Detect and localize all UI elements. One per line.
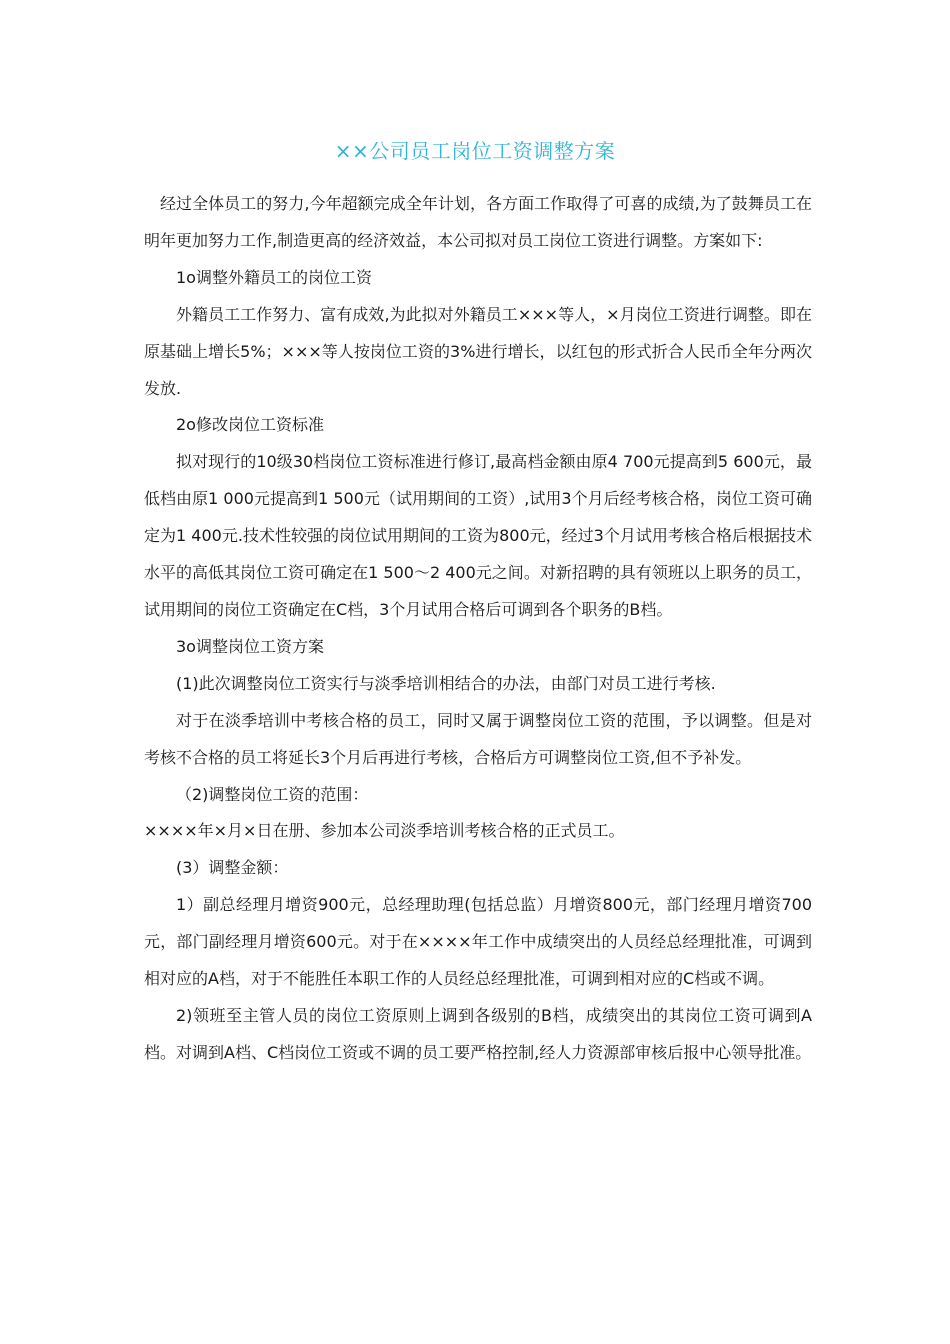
document-body	[144, 186, 812, 1072]
document-title: ××公司员工岗位工资调整方案	[334, 139, 616, 163]
paragraph-amount-2: 2)领班至主管人员的岗位工资原则上调到各级别的B档，成绩突出的其岗位工资可调到A档。对调到A档、C档岗位工资或不调的员工要严格控制,经人力资源部审核后报中心领导批准。	[144, 1005, 812, 1062]
paragraph-wage-standard: 拟对现行的10级30档岗位工资标准进行修订,最高档金额由原4 700元提高到5 600元，最低档由原1 000元提高到1 500元（试用期间的工资）,试用3个月后经考核合格，岗位工资可确定为1 400元.技术性较强的岗位试用期间的工资为800元，经过3个月试用考核合格后根据技术水平的高低其岗位工资可确定在1 500～2 400元之间。对新招聘的具有领班以上职务的员工，试用期间的岗位工资确定在C档，3个月试用合格后可调到各个职务的B档。	[144, 452, 812, 619]
paragraph-scope: ××××年×月×日在册、参加本公司淡季培训考核合格的正式员工。	[144, 821, 625, 841]
paragraph-item-2: （2)调整岗位工资的范围：	[176, 784, 369, 804]
paragraph-assessment: 对于在淡季培训中考核合格的员工，同时又属于调整岗位工资的范围，予以调整。但是对考核不合格的员工将延长3个月后再进行考核，合格后方可调整岗位工资,但不予补发。	[144, 710, 812, 767]
paragraph-intro: 经过全体员工的努力,今年超额完成全年计划，各方面工作取得了可喜的成绩,为了鼓舞员工在明年更加努力工作,制造更高的经济效益，本公司拟对员工岗位工资进行调整。方案如下:	[144, 194, 812, 250]
paragraph-item-3: (3）调整金额：	[176, 858, 289, 878]
section-heading-2: 2o修改岗位工资标准	[176, 415, 324, 435]
paragraph-foreign-staff: 外籍员工工作努力、富有成效,为此拟对外籍员工×××等人，×月岗位工资进行调整。即在原基础上增长5%；×××等人按岗位工资的3%进行增长，以红包的形式折合人民币全年分两次发放.	[144, 304, 812, 398]
section-heading-1: 1o调整外籍员工的岗位工资	[176, 267, 372, 287]
paragraph-amount-1: 1）副总经理月增资900元，总经理助理(包括总监）月增资800元，部门经理月增资700元，部门副经理月增资600元。对于在××××年工作中成绩突出的人员经总经理批准，可调到相对应的A档，对于不能胜任本职工作的人员经总经理批准，可调到相对应的C档或不调。	[144, 895, 812, 989]
section-heading-3: 3o调整岗位工资方案	[176, 636, 324, 656]
paragraph-item-1: (1)此次调整岗位工资实行与淡季培训相结合的办法，由部门对员工进行考核.	[176, 673, 716, 693]
